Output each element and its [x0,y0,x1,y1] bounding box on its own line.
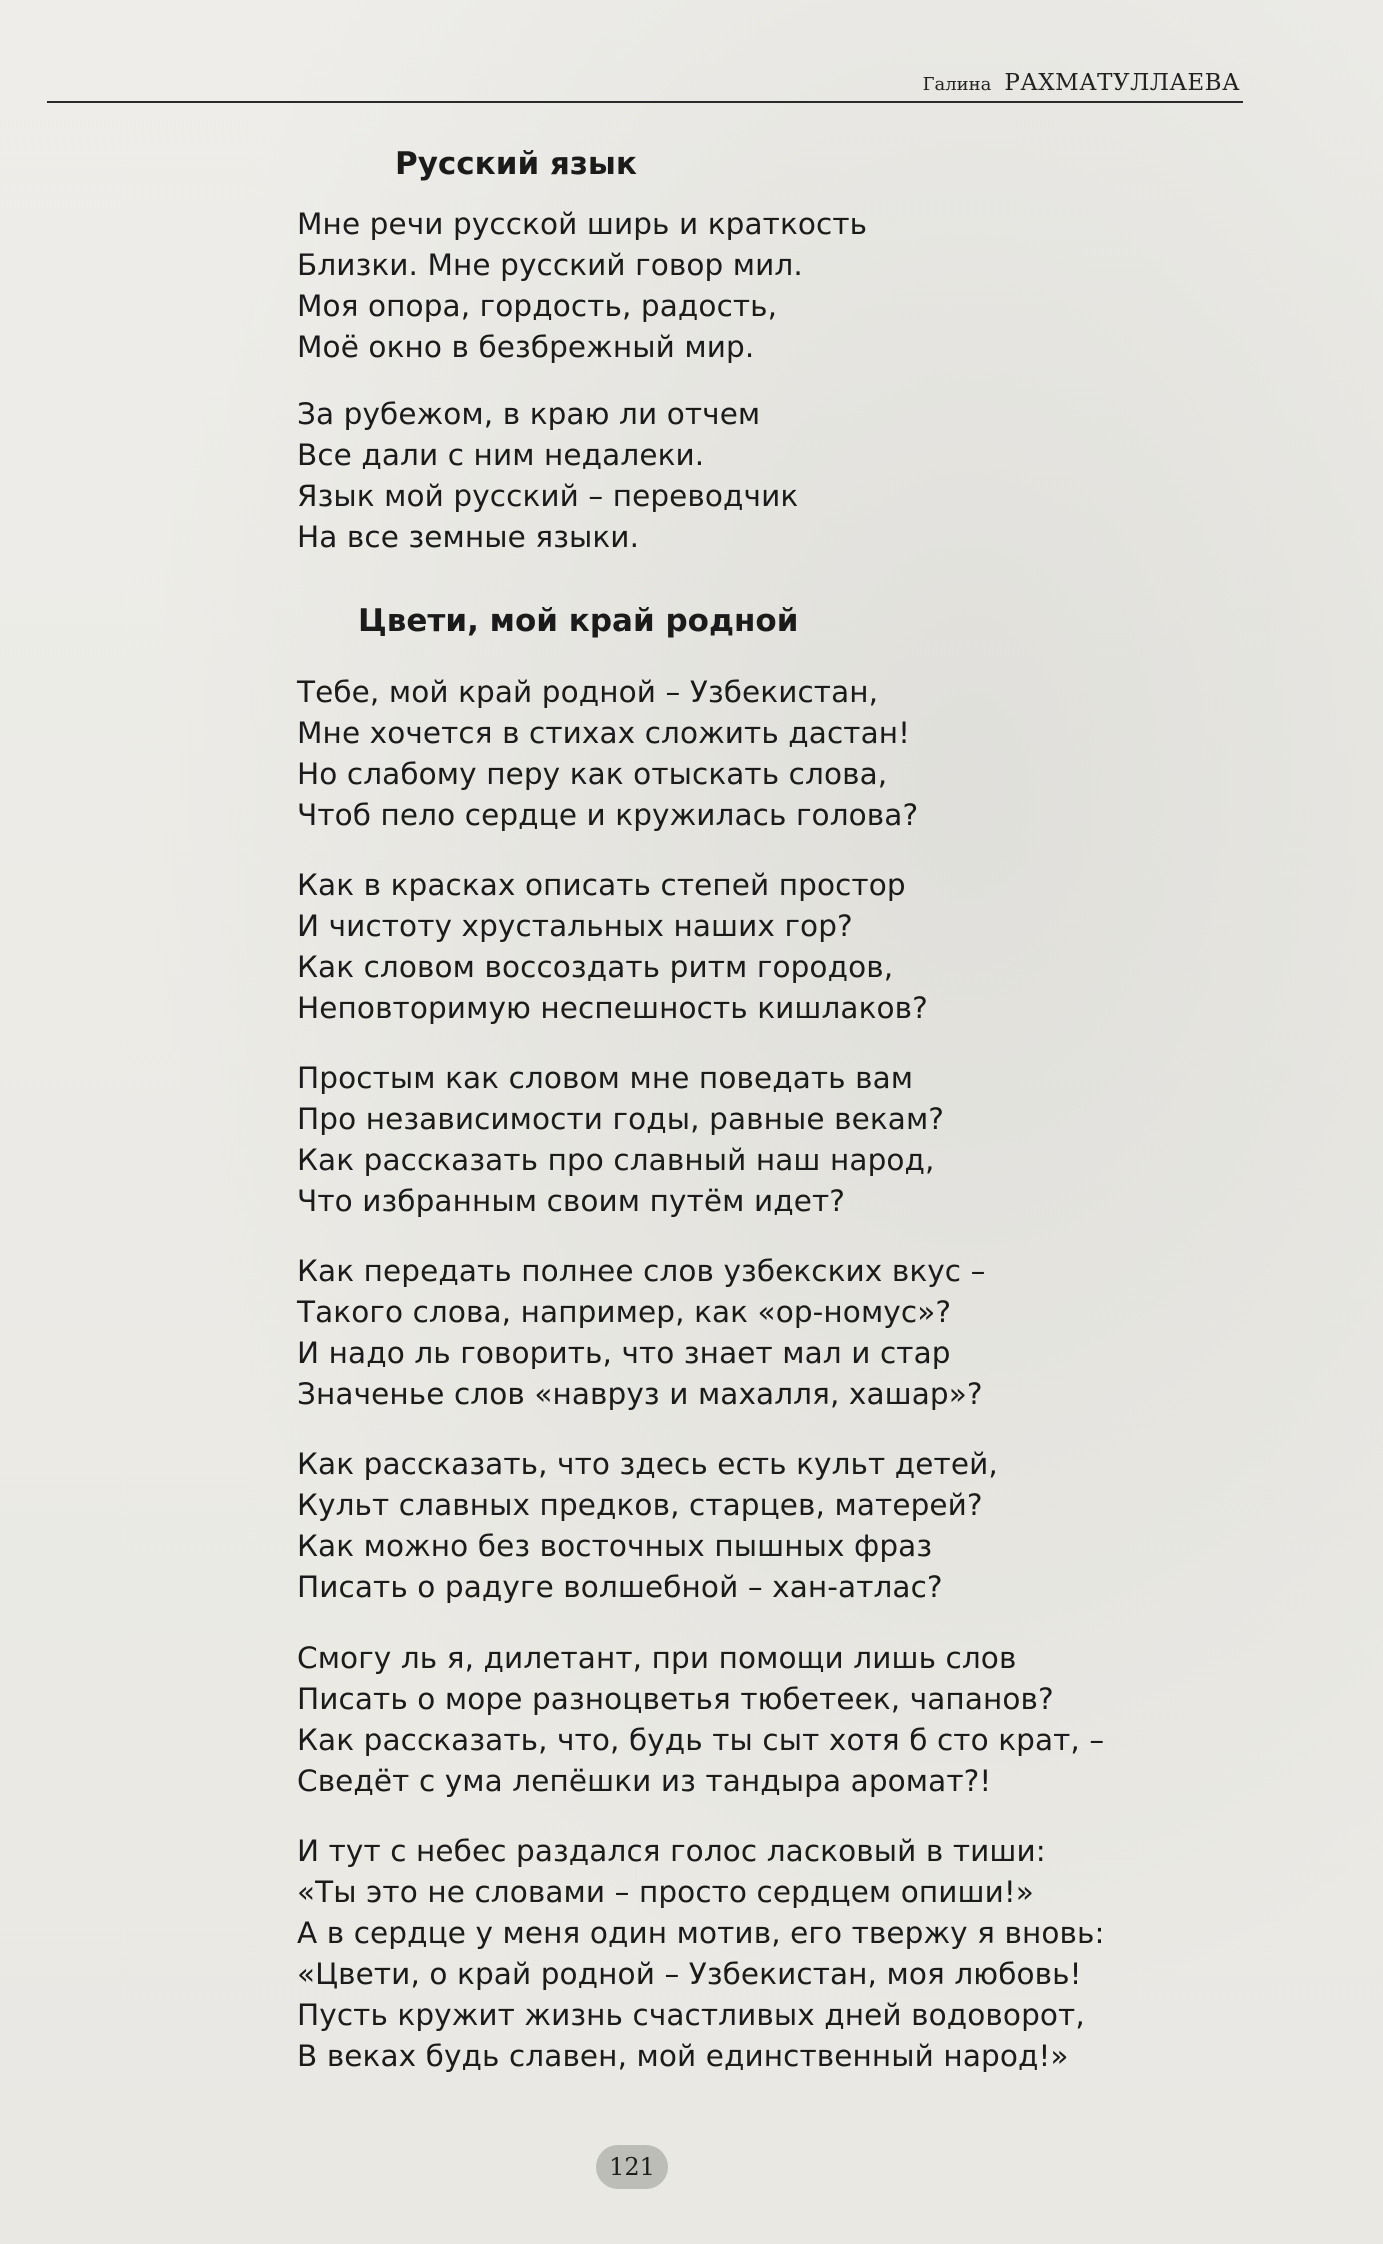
poem-line: Неповторимую неспешность кишлаков? [297,991,928,1025]
poem-line: Смогу ль я, дилетант, при помощи лишь слов [297,1641,1017,1675]
poem-line: Мне хочется в стихах сложить дастан! [297,716,911,750]
poem-title: Русский язык [395,146,637,182]
poem-line: Близки. Мне русский говор мил. [297,248,803,282]
poem-line: Писать о радуге волшебной – хан-атлас? [297,1570,943,1604]
poem-line: В веках будь славен, мой единственный народ!» [297,2039,1069,2073]
header-rule [47,101,1243,103]
poem-line: «Цвети, о край родной – Узбекистан, моя любовь! [297,1957,1082,1991]
poem-line: Про независимости годы, равные векам? [297,1102,945,1136]
poem-line: Язык мой русский – переводчик [297,479,799,513]
author-first-name: Галина [922,74,992,95]
poem-line: Сведёт с ума лепёшки из тандыра аромат?! [297,1764,992,1798]
poem-line: Как рассказать про славный наш народ, [297,1143,935,1177]
poem-line: Тебе, мой край родной – Узбекистан, [297,675,879,709]
poem-line: Как словом воссоздать ритм городов, [297,950,894,984]
poem-line: Мне речи русской ширь и краткость [297,207,868,241]
poem-line: Как можно без восточных пышных фраз [297,1529,933,1563]
poem-line: И надо ль говорить, что знает мал и стар [297,1336,951,1370]
poem-line: Как в красках описать степей простор [297,868,906,902]
poem-line: Значенье слов «навруз и махалля, хашар»? [297,1377,983,1411]
poem-line: Моя опора, гордость, радость, [297,289,778,323]
poem-title: Цвети, мой край родной [358,603,799,639]
running-header-author [923,70,1240,96]
poem-line: За рубежом, в краю ли отчем [297,397,761,431]
poem-line: Чтоб пело сердце и кружилась голова? [297,798,919,832]
poem-line: Как передать полнее слов узбекских вкус – [297,1254,986,1288]
poem-line: Что избранным своим путём идет? [297,1184,846,1218]
poem-line: На все земные языки. [297,520,640,554]
poem-line: Моё окно в безбрежный мир. [297,330,755,364]
poem-line: Писать о море разноцветья тюбетеек, чапанов? [297,1682,1054,1716]
poem-line: Такого слова, например, как «ор-номус»? [297,1295,952,1329]
poem-line: И чистоту хрустальных наших гор? [297,909,853,943]
author-last-name: РАХМАТУЛЛАЕВА [1004,70,1240,96]
poem-line: Простым как словом мне поведать вам [297,1061,914,1095]
poem-line: «Ты это не словами – просто сердцем опиши!» [297,1875,1034,1909]
poem-line: И тут с небес раздался голос ласковый в тиши: [297,1834,1046,1868]
poem-line: Все дали с ним недалеки. [297,438,705,472]
poem-line: Культ славных предков, старцев, матерей? [297,1488,983,1522]
poem-line: Пусть кружит жизнь счастливых дней водоворот, [297,1998,1085,2032]
poem-line: Но слабому перу как отыскать слова, [297,757,888,791]
poem-line: Как рассказать, что здесь есть культ детей, [297,1447,998,1481]
page-number: 121 [596,2145,668,2189]
poem-line: А в сердце у меня один мотив, его твержу я вновь: [297,1916,1105,1950]
poem-line: Как рассказать, что, будь ты сыт хотя б сто крат, – [297,1723,1105,1757]
